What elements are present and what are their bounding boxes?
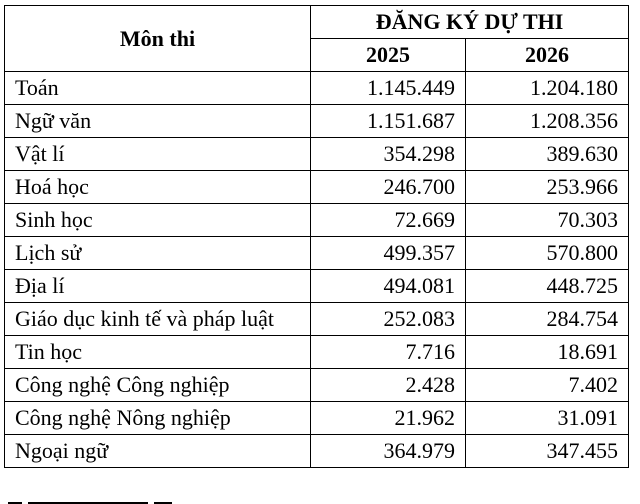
count-2026-cell: 18.691: [466, 336, 629, 369]
table-row: [5, 105, 629, 138]
count-2026-cell: 1.208.356: [466, 105, 629, 138]
table-row: [5, 435, 629, 468]
count-2025-cell: 499.357: [311, 237, 466, 270]
table-row: [5, 402, 629, 435]
subject-cell: Địa lí: [5, 270, 311, 303]
count-2026-cell: 253.966: [466, 171, 629, 204]
table-row: [5, 369, 629, 402]
count-2026-cell: 7.402: [466, 369, 629, 402]
subject-cell: Lịch sử: [5, 237, 311, 270]
table-row: [5, 237, 629, 270]
registration-group-header: ĐĂNG KÝ DỰ THI: [311, 6, 629, 39]
cut-off-text-fragment: [8, 492, 308, 504]
registration-table: [4, 5, 629, 468]
count-2025-cell: 1.151.687: [311, 105, 466, 138]
subject-cell: Ngữ văn: [5, 105, 311, 138]
count-2025-cell: 252.083: [311, 303, 466, 336]
count-2026-cell: 284.754: [466, 303, 629, 336]
subject-column-header: Môn thi: [5, 6, 311, 72]
count-2025-cell: 1.145.449: [311, 72, 466, 105]
count-2026-cell: 31.091: [466, 402, 629, 435]
table-row: [5, 138, 629, 171]
subject-cell: Sinh học: [5, 204, 311, 237]
subject-cell: Toán: [5, 72, 311, 105]
subject-cell: Ngoại ngữ: [5, 435, 311, 468]
count-2025-cell: 7.716: [311, 336, 466, 369]
count-2026-cell: 570.800: [466, 237, 629, 270]
table-row: [5, 303, 629, 336]
count-2025-cell: 364.979: [311, 435, 466, 468]
subject-cell: Giáo dục kinh tế và pháp luật: [5, 303, 311, 336]
subject-cell: Vật lí: [5, 138, 311, 171]
subject-cell: Hoá học: [5, 171, 311, 204]
table-row: [5, 72, 629, 105]
table-row: [5, 336, 629, 369]
table-row: [5, 270, 629, 303]
count-2025-cell: 2.428: [311, 369, 466, 402]
count-2026-cell: 448.725: [466, 270, 629, 303]
year-header-2026: 2026: [466, 39, 629, 72]
count-2025-cell: 354.298: [311, 138, 466, 171]
count-2025-cell: 494.081: [311, 270, 466, 303]
table-row: [5, 204, 629, 237]
subject-cell: Công nghệ Công nghiệp: [5, 369, 311, 402]
table-row: [5, 171, 629, 204]
count-2025-cell: 21.962: [311, 402, 466, 435]
year-header-2025: 2025: [311, 39, 466, 72]
subject-cell: Công nghệ Nông nghiệp: [5, 402, 311, 435]
count-2025-cell: 246.700: [311, 171, 466, 204]
subject-cell: Tin học: [5, 336, 311, 369]
count-2026-cell: 1.204.180: [466, 72, 629, 105]
count-2025-cell: 72.669: [311, 204, 466, 237]
count-2026-cell: 347.455: [466, 435, 629, 468]
count-2026-cell: 70.303: [466, 204, 629, 237]
count-2026-cell: 389.630: [466, 138, 629, 171]
